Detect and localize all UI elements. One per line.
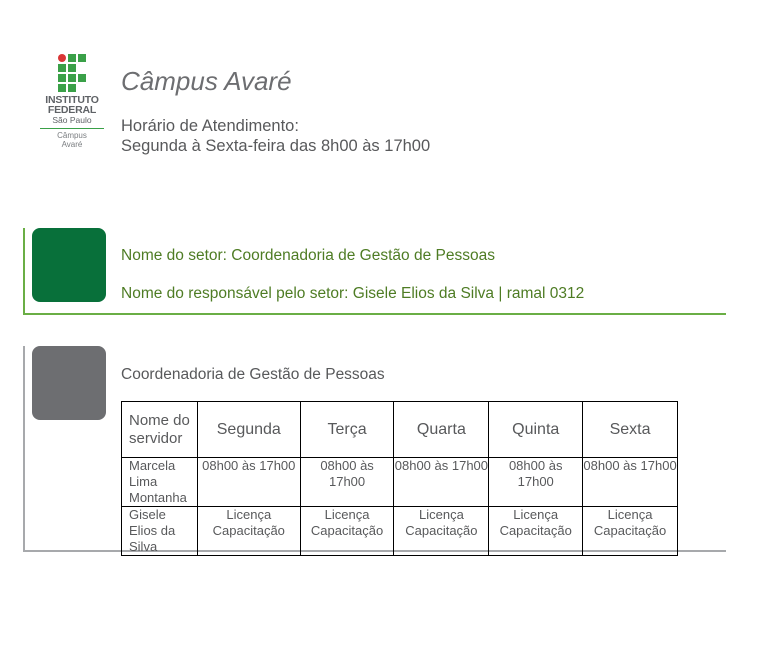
table-cell: Licença Capacitação <box>394 507 489 556</box>
column-header: Quinta <box>489 402 583 458</box>
schedule-table <box>121 401 678 556</box>
schedule-color-square <box>32 346 106 420</box>
table-header-row <box>122 402 678 458</box>
table-cell: 08h00 às 17h00 <box>197 458 300 507</box>
table-cell: 08h00 às 17h00 <box>489 458 583 507</box>
logo-text-institute: INSTITUTO FEDERAL <box>45 94 99 116</box>
hours-value: Segunda à Sexta-feira das 8h00 às 17h00 <box>121 137 431 155</box>
column-header: Terça <box>300 402 394 458</box>
table-cell: Licença Capacitação <box>300 507 394 556</box>
table-row <box>122 507 678 556</box>
logo-divider <box>40 128 104 129</box>
schedule-title: Coordenadoria de Gestão de Pessoas <box>121 366 385 383</box>
logo-text-campus: Câmpus Avaré <box>57 131 87 149</box>
column-header: Nome do servidor <box>122 402 198 458</box>
table-cell: 08h00 às 17h00 <box>300 458 394 507</box>
table-row <box>122 458 678 507</box>
logo-text-state: São Paulo <box>52 115 92 125</box>
employee-name: Marcela Lima Montanha <box>122 458 198 507</box>
table-cell: Licença Capacitação <box>197 507 300 556</box>
sector-name: Nome do setor: Coordenadoria de Gestão de Pessoas <box>121 247 495 264</box>
table-cell: 08h00 às 17h00 <box>583 458 678 507</box>
table-cell: Licença Capacitação <box>489 507 583 556</box>
employee-name: Gisele Elios da Silva <box>122 507 198 556</box>
institute-logo <box>36 52 108 152</box>
table-cell: 08h00 às 17h00 <box>394 458 489 507</box>
sector-color-square <box>32 228 106 302</box>
table-cell: Licença Capacitação <box>583 507 678 556</box>
sector-responsible: Nome do responsável pelo setor: Gisele Elios da Silva | ramal 0312 <box>121 285 585 302</box>
column-header: Segunda <box>197 402 300 458</box>
column-header: Quarta <box>394 402 489 458</box>
campus-title: Câmpus Avaré <box>121 66 292 96</box>
logo-grid-icon <box>58 54 86 92</box>
column-header: Sexta <box>583 402 678 458</box>
hours-label: Horário de Atendimento: <box>121 117 299 135</box>
